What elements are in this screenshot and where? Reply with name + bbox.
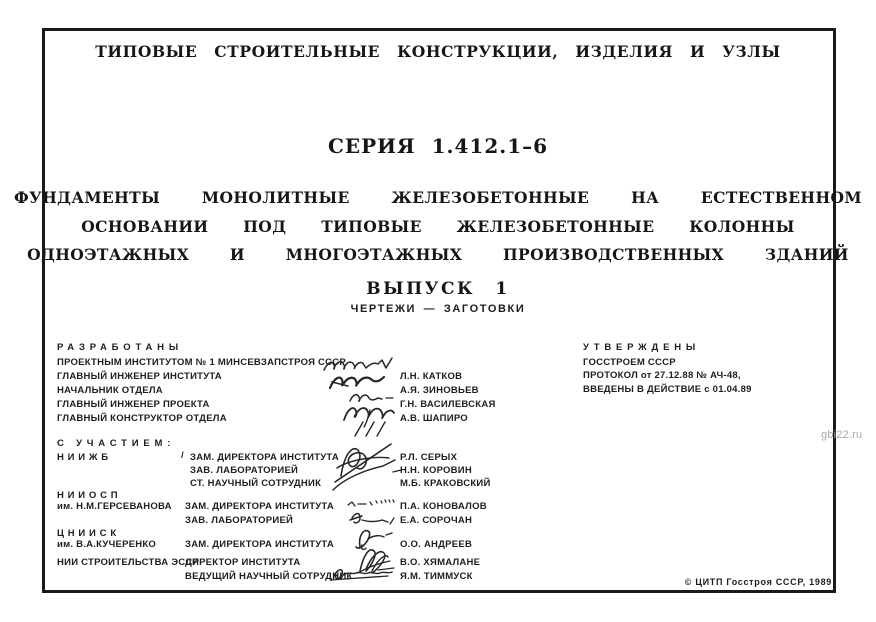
participant-name: М.Б. КРАКОВСКИЙ [400,478,491,489]
participant-role: ЗАМ. ДИРЕКТОРА ИНСТИТУТА [185,539,334,550]
approved-org: ГОССТРОЕМ СССР [583,357,676,368]
institute-name: НИИ СТРОИТЕЛЬСТВА ЭССР [57,557,200,568]
institute-name: НИИОСП [57,490,122,501]
signature-timmusk-icon [328,566,396,582]
signature-niizhb-group-icon [325,420,403,494]
developed-name: Л.Н. КАТКОВ [400,371,463,382]
participant-name: Я.М. ТИММУСК [400,571,473,582]
institute-name: ЦНИИСК [57,528,120,539]
participant-name: П.А. КОНОВАЛОВ [400,501,487,512]
stray-slash-mark: / [181,450,184,461]
participant-name: Е.А. СОРОЧАН [400,515,473,526]
signature-sorochan-icon [348,510,396,526]
issue-subtitle: ЧЕРТЕЖИ — ЗАГОТОВКИ [350,303,526,315]
developed-name: А.Я. ЗИНОВЬЕВ [400,385,479,396]
approved-effective: ВВЕДЕНЫ В ДЕЙСТВИЕ с 01.04.89 [583,384,752,395]
developed-name: Г.Н. ВАСИЛЕВСКАЯ [400,399,496,410]
participant-role: ЗАМ. ДИРЕКТОРА ИНСТИТУТА [185,501,334,512]
issue-title: ВЫПУСК 1 [366,279,510,299]
doc-title-line: ОДНОЭТАЖНЫХ И МНОГОЭТАЖНЫХ ПРОИЗВОДСТВЕННЫХ ЗДАНИЙ [27,245,849,264]
participant-name: В.О. ХЯМАЛАНЕ [400,557,481,568]
signature-konovalov-icon [346,498,398,510]
participation-heading: С УЧАСТИЕМ: [57,438,176,449]
participant-name: Н.Н. КОРОВИН [400,465,472,476]
institute-name: НИИЖБ [57,452,112,463]
developed-heading: РАЗРАБОТАНЫ [57,342,183,353]
participant-role: СТ. НАУЧНЫЙ СОТРУДНИК [190,478,322,489]
participant-name: Р.Л. СЕРЫХ [400,452,458,463]
institute-name-line2: им. В.А.КУЧЕРЕНКО [57,539,157,550]
developed-org: ПРОЕКТНЫМ ИНСТИТУТОМ № 1 МИНСЕВЗАПСТРОЯ СССР [57,357,346,368]
approved-heading: УТВЕРЖДЕНЫ [583,342,700,353]
developed-name: А.В. ШАПИРО [400,413,468,424]
document-header: ТИПОВЫЕ СТРОИТЕЛЬНЫЕ КОНСТРУКЦИИ, ИЗДЕЛИЯ И УЗЛЫ [95,42,781,61]
developed-role: ГЛАВНЫЙ ИНЖЕНЕР ПРОЕКТА [57,399,210,410]
watermark-text: gbi22.ru [821,429,863,441]
doc-title-line: ФУНДАМЕНТЫ МОНОЛИТНЫЕ ЖЕЛЕЗОБЕТОННЫЕ НА ЕСТЕСТВЕННОМ [14,188,862,207]
signature-zinovev-icon [328,372,386,392]
approved-protocol: ПРОТОКОЛ от 27.12.88 № АЧ-48, [583,370,741,381]
participant-role: ДИРЕКТОР ИНСТИТУТА [185,557,301,568]
institute-name-line2: им. Н.М.ГЕРСЕВАНОВА [57,501,172,512]
participant-role: ВЕДУЩИЙ НАУЧНЫЙ СОТРУДНИК [185,571,353,582]
participant-role: ЗАВ. ЛАБОРАТОРИЕЙ [190,465,299,476]
developed-role: ГЛАВНЫЙ КОНСТРУКТОР ОТДЕЛА [57,413,227,424]
participant-role: ЗАВ. ЛАБОРАТОРИЕЙ [185,515,294,526]
participant-name: О.О. АНДРЕЕВ [400,539,473,550]
developed-role: ГЛАВНЫЙ ИНЖЕНЕР ИНСТИТУТА [57,371,222,382]
developed-role: НАЧАЛЬНИК ОТДЕЛА [57,385,163,396]
series-number: СЕРИЯ 1.412.1–6 [327,134,549,158]
doc-title-line: ОСНОВАНИИ ПОД ТИПОВЫЕ ЖЕЛЕЗОБЕТОННЫЕ КОЛОННЫ [81,217,795,236]
participant-role: ЗАМ. ДИРЕКТОРА ИНСТИТУТА [190,452,339,463]
copyright-notice: © ЦИТП Госстроя СССР, 1989 [684,577,832,587]
